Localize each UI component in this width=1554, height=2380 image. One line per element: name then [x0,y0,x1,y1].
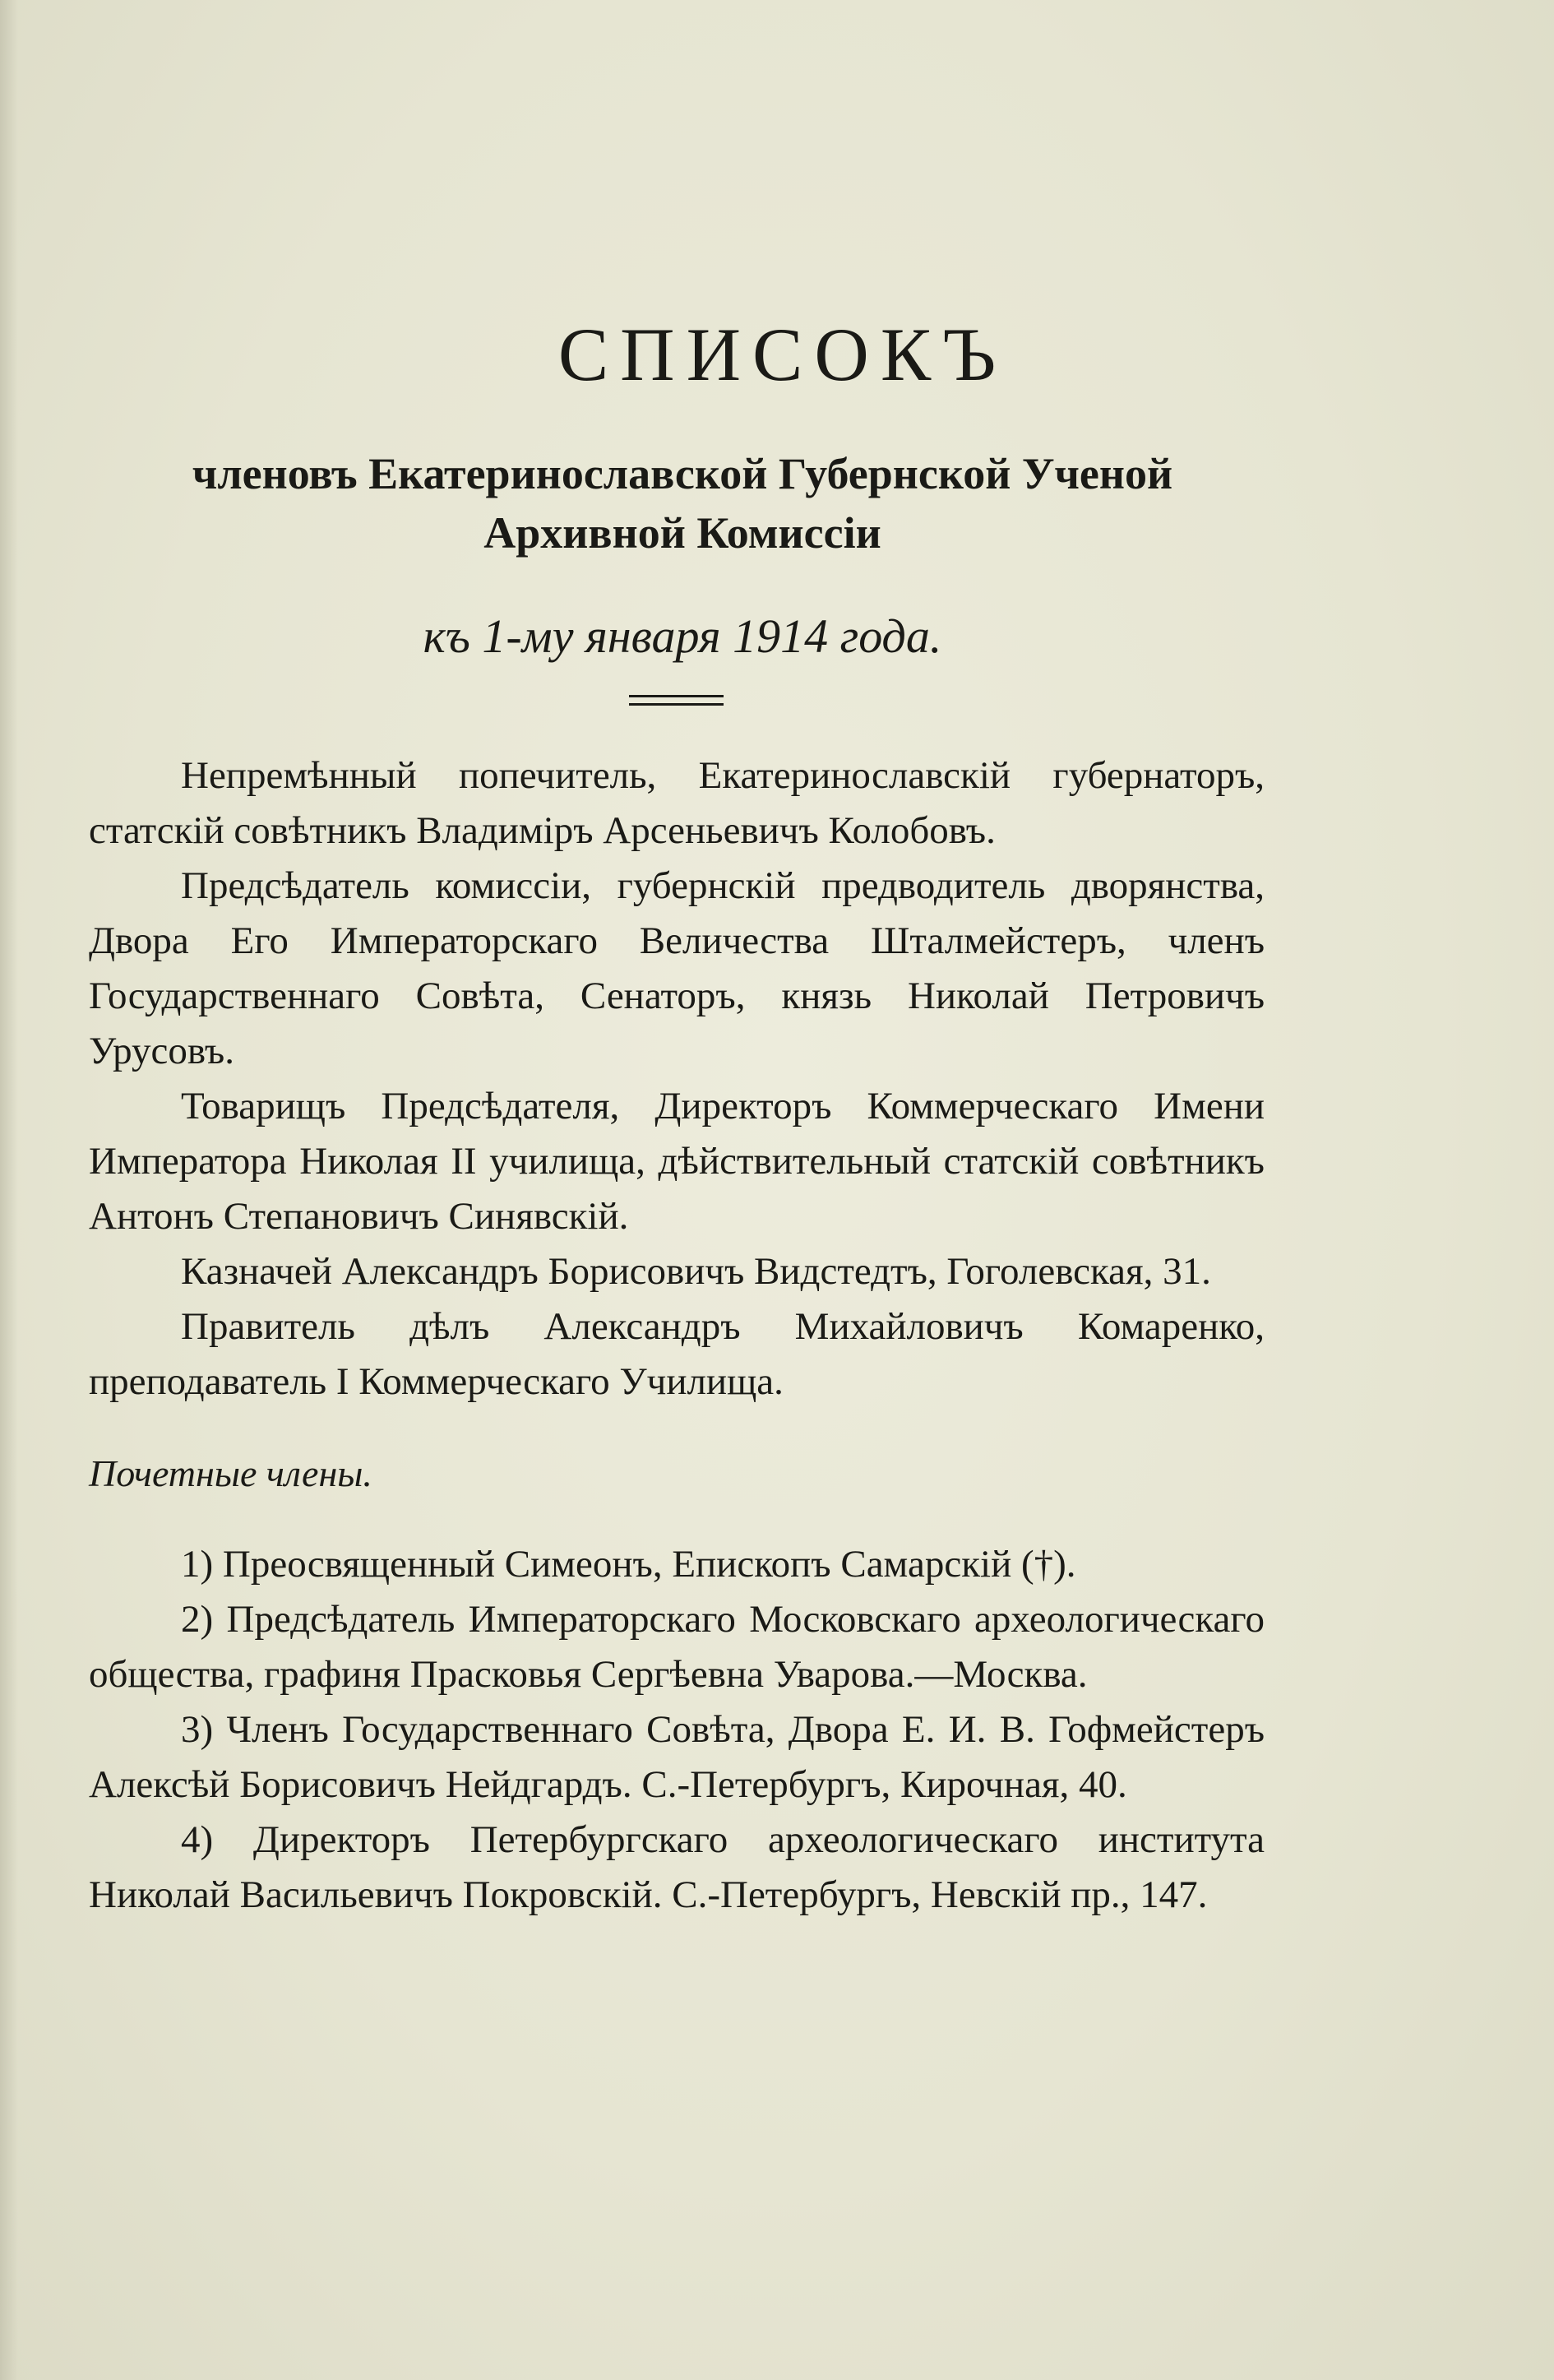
page-title: СПИСОКЪ [557,313,1008,396]
officer-entry: Предсѣдатель комиссіи, губернскій предводитель дворянства, Двора Его Императорскаго Величества Шталмейстеръ, членъ Государственнаго Совѣта, Сенаторъ, князь Николай Петровичъ Урусовъ. [89,864,1265,1072]
honorary-members-heading: Почетные члены. [89,1452,372,1494]
divider-rule-top [629,695,724,697]
honorary-member-entry: 4) Директоръ Петербургскаго археологическаго института Николай Васильевичъ Покровскій. С.-Петербургъ, Невскій пр., 147. [89,1818,1265,1916]
honorary-member-entry: 3) Членъ Государственнаго Совѣта, Двора Е. И. В. Гофмейстеръ Алексѣй Борисовичъ Нейдгардъ. С.-Петербургъ, Кирочная, 40. [89,1708,1265,1806]
officer-entry: Казначей Александръ Борисовичъ Видстедтъ, Гоголевская, 31. [181,1250,1211,1293]
date-line: къ 1-му января 1914 года. [423,609,942,663]
page-subtitle [90,444,1274,563]
officer-entry: Правитель дѣлъ Александръ Михайловичъ Комаренко, преподаватель I Коммерческаго Училища. [89,1305,1265,1403]
subtitle-line-1: членовъ Екатеринославской Губернской Ученой [192,449,1173,498]
honorary-member-entry: 2) Предсѣдатель Императорскаго Московскаго археологическаго общества, графиня Прасковья Сергѣевна Уварова.—Москва. [89,1598,1265,1696]
officer-entry: Непремѣнный попечитель, Екатеринославскій губернаторъ, статскій совѣтникъ Владиміръ Арсеньевичъ Колобовъ. [89,754,1265,852]
officer-entry: Товарищъ Предсѣдателя, Директоръ Коммерческаго Имени Императора Николая II училища, дѣйствительный статскій совѣтникъ Антонъ Степановичъ Синявскій. [89,1085,1265,1238]
members-list [89,748,1265,1923]
divider-rule-bottom [629,703,724,706]
honorary-member-entry: 1) Преосвященный Симеонъ, Епископъ Самарскій (†). [181,1543,1076,1586]
subtitle-line-2: Архивной Комиссіи [483,508,881,558]
